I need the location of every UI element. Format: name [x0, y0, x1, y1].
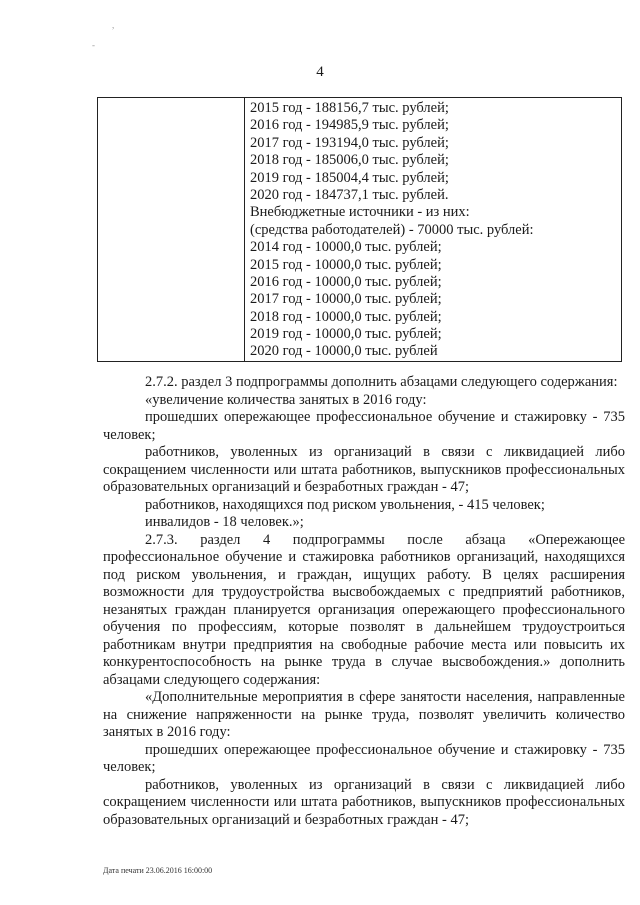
- table-row: [98, 98, 622, 362]
- paragraph: работников, уволенных из организаций в связи с ликвидацией либо сокращением численности или штата работников, выпускников профессиональных образовательных организаций и безработных граждан - 47;: [103, 776, 625, 828]
- table-line: (средства работодателей) - 70000 тыс. рублей:: [250, 221, 534, 238]
- scan-mark: -: [92, 40, 95, 50]
- table-line: 2016 год - 194985,9 тыс. рублей;: [250, 117, 449, 134]
- table-line: 2019 год - 10000,0 тыс. рублей;: [250, 326, 442, 343]
- table-line: 2017 год - 10000,0 тыс. рублей;: [250, 291, 442, 308]
- table-line: 2017 год - 193194,0 тыс. рублей;: [250, 134, 449, 151]
- print-date: Дата печати 23.06.2016 16:00:00: [103, 866, 213, 875]
- paragraph: прошедших опережающее профессиональное обучение и стажировку - 735 человек;: [103, 741, 625, 775]
- funding-table: [97, 97, 622, 362]
- paragraph: «увеличение количества занятых в 2016 году:: [145, 391, 427, 408]
- paragraph: прошедших опережающее профессиональное обучение и стажировку - 735 человек;: [103, 409, 625, 443]
- table-line: 2015 год - 10000,0 тыс. рублей;: [250, 256, 442, 273]
- table-line: 2020 год - 10000,0 тыс. рублей: [250, 343, 438, 360]
- paragraph: 2.7.2. раздел 3 подпрограммы дополнить абзацами следующего содержания:: [145, 374, 618, 390]
- table-line: 2018 год - 185006,0 тыс. рублей;: [250, 152, 449, 169]
- document-body: [103, 374, 625, 829]
- table-line: 2016 год - 10000,0 тыс. рублей;: [250, 273, 442, 290]
- table-line: 2014 год - 10000,0 тыс. рублей;: [250, 239, 442, 256]
- table-line: 2020 год - 184737,1 тыс. рублей.: [250, 186, 449, 203]
- paragraph: инвалидов - 18 человек.»;: [145, 514, 304, 530]
- table-line: 2015 год - 188156,7 тыс. рублей;: [250, 100, 449, 116]
- table-line: 2018 год - 10000,0 тыс. рублей;: [250, 308, 442, 325]
- scan-mark: ,: [112, 20, 115, 30]
- table-line: Внебюджетные источники - из них:: [250, 204, 470, 221]
- table-right-cell: [245, 98, 622, 362]
- paragraph: работников, уволенных из организаций в связи с ликвидацией либо сокращением численности или штата работников, выпускников профессиональных образовательных организаций и безработных граждан - 47;: [103, 444, 625, 495]
- page-number: 4: [316, 64, 324, 80]
- table-left-cell: [98, 98, 245, 362]
- table-line: 2019 год - 185004,4 тыс. рублей;: [250, 169, 449, 186]
- paragraph: «Дополнительные мероприятия в сфере занятости населения, направленные на снижение напряженности на рынке труда, позволят увеличить количество занятых в 2016 году:: [103, 689, 625, 740]
- paragraph: работников, находящихся под риском увольнения, - 415 человек;: [145, 496, 545, 513]
- paragraph: 2.7.3. раздел 4 подпрограммы после абзаца «Опережающее профессиональное обучение и стажировка работников организаций, находящихся под риском увольнения, и граждан, ищущих работу. В целях расширения возможности для трудоустройства высвобождаемых с предприятий работников, незанятых граждан планируется организация опережающего профессионального обучения по профессиям, которые позволят в дальнейшем трудоустроиться работникам внутри предприятия на свободные рабочие места или повысить их конкурентоспособность на рынке труда в случае высвобождения.» дополнить абзацами следующего содержания:: [103, 531, 625, 688]
